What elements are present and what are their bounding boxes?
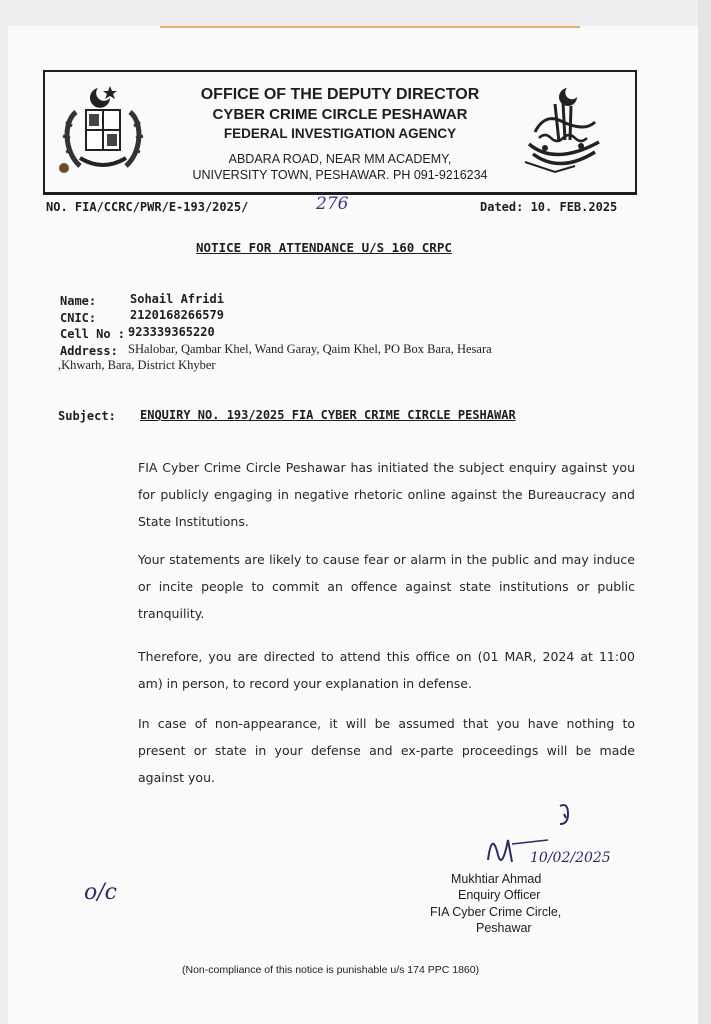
- page-edge-line: [160, 26, 580, 28]
- cnic-label: CNIC:: [60, 311, 97, 325]
- letterhead-address-line2: UNIVERSITY TOWN, PESHAWAR. PH 091-9216234: [192, 168, 488, 182]
- body-paragraph-1: FIA Cyber Crime Circle Peshawar has initiated the subject enquiry against you for publicly engaging in negative rhetoric online against the Bureaucracy and State Institutions.: [138, 460, 635, 529]
- signatory-city: Peshawar: [476, 921, 532, 935]
- signatory-office: FIA Cyber Crime Circle,: [430, 905, 562, 919]
- subject-text: ENQUIRY NO. 193/2025 FIA CYBER CRIME CIRCLE PESHAWAR: [140, 408, 516, 422]
- recipient-name: Sohail Afridi: [130, 292, 224, 306]
- recipient-address-line2: ,Khwarh, Bara, District Khyber: [58, 358, 216, 372]
- footer-note: (Non-compliance of this notice is punishable u/s 174 PPC 1860): [182, 964, 480, 976]
- handwritten-reference-number: 276: [316, 194, 349, 214]
- handwritten-signature: [478, 800, 628, 875]
- subject-label: Subject:: [58, 409, 116, 423]
- name-label: Name:: [60, 294, 97, 308]
- recipient-address-line1: SHalobar, Qambar Khel, Wand Garay, Qaim Khel, PO Box Bara, Hesara: [128, 342, 492, 356]
- document-date: Dated: 10. FEB.2025: [480, 200, 618, 214]
- body-paragraph-2: Your statements are likely to cause fear or alarm in the public and may induce or incite people to commit an offence against state institutions or public tranquility.: [138, 552, 635, 621]
- recipient-cell: 923339365220: [128, 325, 215, 339]
- cell-label: Cell No :: [60, 327, 126, 341]
- letterhead-office-title: OFFICE OF THE DEPUTY DIRECTOR: [200, 86, 480, 103]
- reference-number: NO. FIA/CCRC/PWR/E-193/2025/: [46, 200, 249, 214]
- letterhead-circle-name: CYBER CRIME CIRCLE PESHAWAR: [212, 106, 468, 123]
- handwritten-signature-date: 10/02/2025: [530, 850, 611, 866]
- letterhead-address-line1: ABDARA ROAD, NEAR MM ACADEMY,: [228, 152, 452, 166]
- handwritten-margin-mark: o/c: [84, 880, 117, 905]
- signatory-title: Enquiry Officer: [458, 888, 541, 902]
- body-paragraph-4: In case of non-appearance, it will be assumed that you have nothing to present or state in your defense and ex-parte proceedings will be made against you.: [138, 716, 635, 785]
- body-paragraph-3: Therefore, you are directed to attend this office on (01 MAR, 2024 at 11:00 am) in person, to record your explanation in defense.: [138, 649, 635, 691]
- letterhead-agency-name: FEDERAL INVESTIGATION AGENCY: [223, 126, 457, 141]
- page-right-edge: [698, 0, 711, 1024]
- address-label: Address:: [60, 344, 118, 358]
- notice-title: NOTICE FOR ATTENDANCE U/S 160 CRPC: [196, 240, 452, 255]
- recipient-cnic: 2120168266579: [130, 308, 224, 322]
- signatory-name: Mukhtiar Ahmad: [451, 872, 542, 886]
